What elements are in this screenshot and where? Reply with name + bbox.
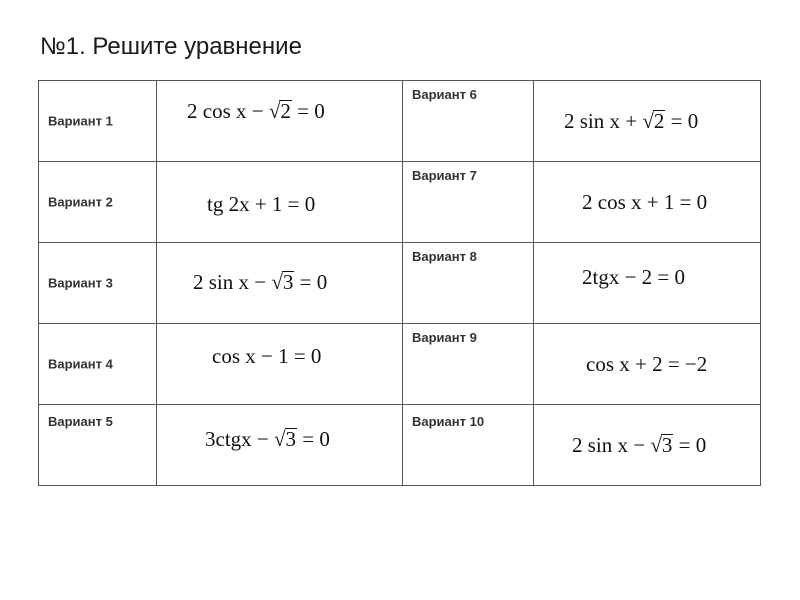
variant-label-cell <box>39 324 157 405</box>
variant-label-cell <box>39 405 157 486</box>
equation-cell <box>534 162 761 243</box>
variant-label: Вариант 10 <box>412 414 485 429</box>
equation: cos x − 1 = 0 <box>212 344 322 368</box>
equation-cell <box>534 243 761 324</box>
variant-label-cell <box>39 243 157 324</box>
equation: 3ctgx − √3 = 0 <box>205 427 330 451</box>
variant-label: Вариант 8 <box>412 249 477 264</box>
variant-label: Вариант 7 <box>412 168 477 183</box>
variant-label: Вариант 2 <box>48 194 113 210</box>
table-row <box>39 405 761 486</box>
equation: 2 sin x + √2 = 0 <box>564 109 699 133</box>
equation-cell <box>157 243 403 324</box>
equation-cell <box>157 405 403 486</box>
table-row <box>39 81 761 162</box>
equation-cell <box>157 81 403 162</box>
equation: 2tgx − 2 = 0 <box>582 265 686 289</box>
variant-label-cell <box>403 405 534 486</box>
variant-label: Вариант 3 <box>48 275 113 291</box>
equations-table <box>38 80 761 486</box>
variant-label-cell <box>403 324 534 405</box>
table-row <box>39 324 761 405</box>
equation: cos x + 2 = −2 <box>586 352 708 376</box>
table-row <box>39 162 761 243</box>
variant-label-cell <box>39 81 157 162</box>
equation-cell <box>534 81 761 162</box>
variant-label: Вариант 5 <box>48 414 113 429</box>
equation-cell <box>534 324 761 405</box>
variant-label: Вариант 4 <box>48 356 113 372</box>
table-row <box>39 243 761 324</box>
variant-label: Вариант 9 <box>412 330 477 345</box>
variant-label-cell <box>39 162 157 243</box>
variant-label: Вариант 6 <box>412 87 477 102</box>
equation: tg 2x + 1 = 0 <box>207 192 316 216</box>
equation-cell <box>534 405 761 486</box>
equation: 2 cos x − √2 = 0 <box>187 99 325 123</box>
equation: 2 sin x − √3 = 0 <box>193 270 328 294</box>
variant-label-cell <box>403 162 534 243</box>
variant-label-cell <box>403 81 534 162</box>
equation: 2 sin x − √3 = 0 <box>572 433 707 457</box>
equation-cell <box>157 324 403 405</box>
equation-cell <box>157 162 403 243</box>
equation: 2 cos x + 1 = 0 <box>582 190 708 214</box>
variant-label: Вариант 1 <box>48 113 113 129</box>
page-title: №1. Решите уравнение <box>40 33 302 60</box>
variant-label-cell <box>403 243 534 324</box>
